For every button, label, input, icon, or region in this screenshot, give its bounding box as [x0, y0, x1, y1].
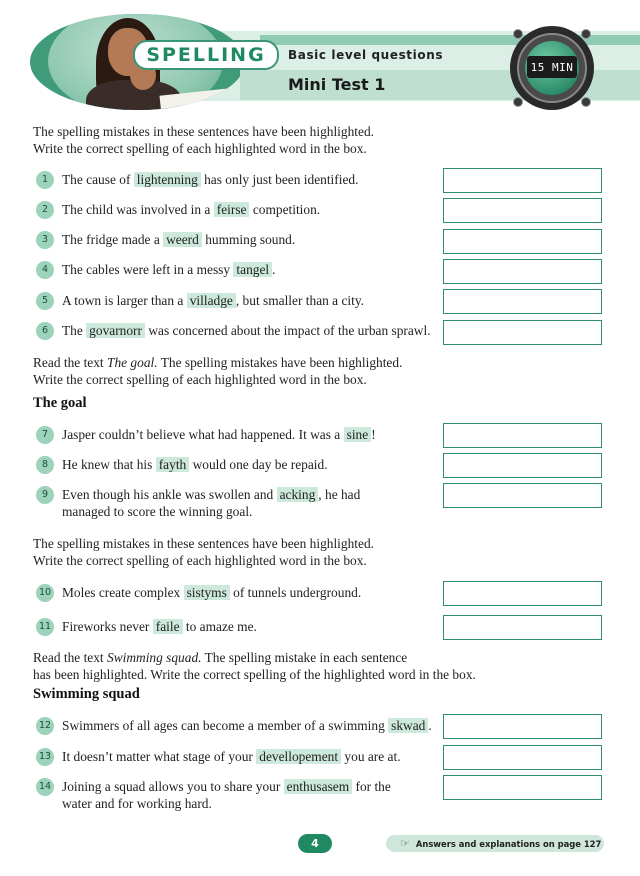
question-number: 14	[36, 778, 54, 796]
question-text: was concerned about the impact of the urban sprawl.	[144, 323, 431, 338]
question-text: of tunnels underground.	[229, 585, 362, 600]
question-text: has only just been identified.	[200, 172, 359, 187]
question-text: .	[272, 262, 276, 277]
instruction-text: The spelling mistakes have been highlighted.	[157, 355, 403, 370]
question-text: Swimmers of all ages can become a member of a swimming	[62, 718, 389, 733]
question-text: managed to score the winning goal.	[62, 503, 253, 519]
subject-label: SPELLING	[146, 44, 266, 66]
timer-icon	[510, 26, 594, 110]
instruction-line: The spelling mistakes in these sentences have been highlighted.	[33, 124, 374, 139]
page-number-badge	[298, 834, 332, 853]
question-text: It doesn’t matter what stage of your	[62, 749, 257, 764]
highlighted-word: villadge	[187, 293, 236, 308]
question-number: 2	[36, 201, 54, 219]
question-text: Fireworks never	[62, 619, 153, 634]
timer-knob	[581, 29, 591, 39]
question-number: 1	[36, 171, 54, 189]
question-text: Even though his ankle was swollen and	[62, 487, 277, 502]
highlighted-word: sine	[344, 427, 372, 442]
question-number: 12	[36, 717, 54, 735]
question-text: !	[371, 427, 376, 442]
question-text: would one day be repaid.	[189, 457, 328, 472]
question-text: Joining a squad allows you to share your	[62, 779, 284, 794]
question-item	[36, 202, 446, 219]
highlighted-word: tangel	[233, 262, 272, 277]
timer-display	[527, 56, 577, 78]
instructions-4	[33, 650, 503, 683]
subject-tab	[133, 40, 279, 70]
test-title: Mini Test 1	[288, 75, 386, 94]
question-text: to amaze me.	[182, 619, 257, 634]
question-text: A town is larger than a	[62, 293, 187, 308]
question-number: 10	[36, 584, 54, 602]
question-text: He knew that his	[62, 457, 156, 472]
timer-knob	[581, 97, 591, 107]
answer-box-13[interactable]	[443, 745, 602, 770]
question-text: The cause of	[62, 172, 134, 187]
question-text: .	[428, 718, 432, 733]
instructions-1	[33, 124, 513, 157]
timer-knob	[513, 29, 523, 39]
instruction-line: Write the correct spelling of each highlighted word in the box.	[33, 371, 367, 387]
question-number: 5	[36, 292, 54, 310]
question-text: , but smaller than a city.	[235, 293, 365, 308]
question-text: The child was involved in a	[62, 202, 214, 217]
question-text: water and for working hard.	[62, 795, 212, 811]
answer-box-10[interactable]	[443, 581, 602, 606]
question-text: The cables were left in a messy	[62, 262, 234, 277]
question-item	[36, 779, 446, 812]
highlighted-word: acking	[277, 487, 319, 502]
timer-knob	[513, 97, 523, 107]
question-item	[36, 585, 446, 602]
question-item	[36, 457, 446, 474]
instructions-2	[33, 355, 513, 388]
answer-box-4[interactable]	[443, 259, 602, 284]
question-item	[36, 293, 446, 310]
question-text: humming sound.	[201, 232, 296, 247]
question-item	[36, 172, 446, 189]
highlighted-word: fayth	[156, 457, 190, 472]
instruction-line: has been highlighted. Write the correct spelling of the highlighted word in the box.	[33, 666, 476, 682]
question-item	[36, 718, 446, 735]
highlighted-word: enthusasem	[284, 779, 352, 794]
question-item	[36, 749, 446, 766]
highlighted-word: skwad	[388, 718, 428, 733]
question-number: 9	[36, 486, 54, 504]
question-item	[36, 262, 446, 279]
instruction-text: Read the text	[33, 650, 107, 665]
question-text: The	[62, 323, 87, 338]
question-text: Jasper couldn’t believe what had happened. It was a	[62, 427, 344, 442]
question-text: The fridge made a	[62, 232, 164, 247]
instruction-line: Write the correct spelling of each highlighted word in the box.	[33, 552, 367, 568]
level-label: Basic level questions	[288, 48, 444, 62]
instruction-line: The spelling mistakes in these sentences have been highlighted.	[33, 536, 374, 551]
text-title: The goal.	[107, 355, 158, 370]
answers-link-label: Answers and explanations on page 127	[415, 838, 602, 849]
answer-box-7[interactable]	[443, 423, 602, 448]
question-number: 4	[36, 261, 54, 279]
highlighted-word: feirse	[214, 202, 250, 217]
answer-box-12[interactable]	[443, 714, 602, 739]
highlighted-word: devellopement	[256, 749, 341, 764]
answer-box-5[interactable]	[443, 289, 602, 314]
answers-link[interactable]	[386, 835, 604, 852]
question-item	[36, 323, 446, 340]
text-title: Swimming squad.	[107, 650, 202, 665]
question-number: 6	[36, 322, 54, 340]
highlighted-word: lightenning	[134, 172, 201, 187]
question-text: for the	[352, 779, 391, 794]
question-number: 13	[36, 748, 54, 766]
instruction-text: The spelling mistake in each sentence	[201, 650, 408, 665]
question-number: 3	[36, 231, 54, 249]
instructions-3	[33, 536, 513, 569]
instruction-text: Read the text	[33, 355, 107, 370]
highlighted-word: sistyms	[184, 585, 230, 600]
answer-box-2[interactable]	[443, 198, 602, 223]
question-number: 7	[36, 426, 54, 444]
question-item	[36, 232, 446, 249]
page-number: 4	[311, 837, 319, 850]
section-title-goal: The goal	[33, 395, 87, 411]
question-item	[36, 619, 446, 636]
timer-text: 15 MIN	[530, 60, 574, 74]
instruction-line	[33, 355, 513, 372]
answer-box-6[interactable]	[443, 320, 602, 345]
highlighted-word: faile	[153, 619, 183, 634]
answer-box-3[interactable]	[443, 229, 602, 254]
question-text: competition.	[249, 202, 321, 217]
section-title-swimming: Swimming squad	[33, 686, 140, 702]
answer-box-8[interactable]	[443, 453, 602, 478]
answer-box-9[interactable]	[443, 483, 602, 508]
highlighted-word: weerd	[163, 232, 202, 247]
question-text: Moles create complex	[62, 585, 184, 600]
question-text: , he had	[318, 487, 361, 502]
question-item	[36, 427, 446, 444]
question-number: 11	[36, 618, 54, 636]
question-number: 8	[36, 456, 54, 474]
answer-box-14[interactable]	[443, 775, 602, 800]
pointing-hand-icon: ☞	[400, 837, 410, 850]
highlighted-word: govarnorr	[86, 323, 145, 338]
question-text: you are at.	[341, 749, 401, 764]
instruction-line	[33, 650, 503, 667]
answer-box-1[interactable]	[443, 168, 602, 193]
answer-box-11[interactable]	[443, 615, 602, 640]
question-item	[36, 487, 446, 520]
instruction-line: Write the correct spelling of each highlighted word in the box.	[33, 140, 367, 156]
